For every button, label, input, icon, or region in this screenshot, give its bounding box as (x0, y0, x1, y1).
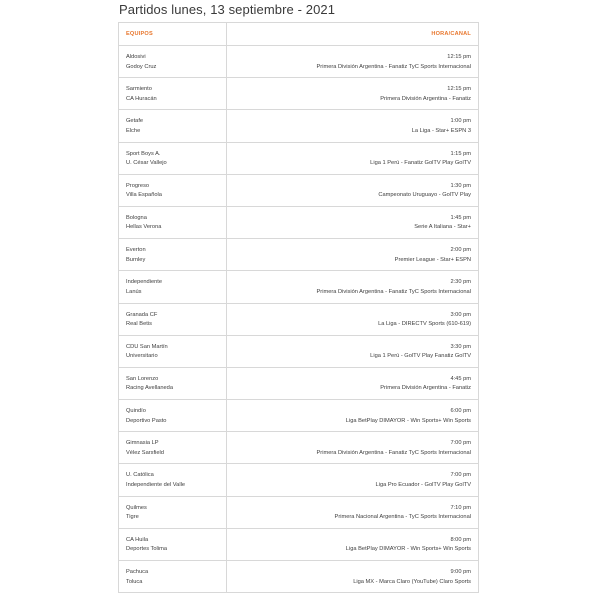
teams-cell (119, 432, 227, 463)
away-team: Tigre (126, 514, 139, 521)
time-channel-cell (227, 207, 478, 238)
table-header (119, 23, 478, 46)
away-team: Toluca (126, 578, 143, 585)
home-team: Gimnasia LP (126, 440, 159, 447)
away-team: Villa Española (126, 192, 162, 199)
away-team: U. César Vallejo (126, 160, 167, 167)
match-channel: Liga 1 Perú - Fanatiz GolTV Play GolTV (370, 160, 471, 167)
match-time: 12:15 pm (447, 86, 471, 93)
away-team: Hellas Verona (126, 224, 162, 231)
home-team: Everton (126, 247, 146, 254)
match-channel: Liga BetPlay DIMAYOR - Win Sports+ Win Sports (345, 417, 471, 424)
time-channel-cell (227, 561, 478, 592)
table-row (119, 46, 478, 78)
table-row (119, 78, 478, 110)
match-time: 4:45 pm (450, 375, 471, 382)
table-row (119, 368, 478, 400)
match-time: 9:00 pm (450, 569, 471, 575)
table-row (119, 207, 478, 239)
table-row (119, 304, 478, 336)
time-channel-cell (227, 46, 478, 77)
match-time: 1:00 pm (450, 118, 471, 125)
table-row (119, 143, 478, 175)
away-team: CA Huracán (126, 95, 157, 102)
teams-cell (119, 175, 227, 206)
match-channel: La Liga - Star+ ESPN 3 (411, 127, 471, 134)
match-channel: Primera División Argentina - Fanatiz (380, 95, 471, 102)
away-team: Racing Avellaneda (126, 385, 174, 392)
match-time: 3:00 pm (450, 311, 471, 318)
teams-cell (119, 497, 227, 528)
home-team: Sarmiento (126, 86, 152, 93)
header-teams: EQUIPOS (119, 23, 227, 45)
match-channel: Liga BetPlay DIMAYOR - Win Sports+ Win Sports (345, 546, 471, 553)
table-row (119, 271, 478, 303)
table-row (119, 529, 478, 561)
away-team: Independiente del Valle (126, 481, 186, 488)
home-team: U. Católica (126, 472, 154, 479)
time-channel-cell (227, 271, 478, 302)
time-channel-cell (227, 432, 478, 463)
header-time-channel: HORA/CANAL (431, 31, 471, 37)
away-team: Burnley (126, 256, 146, 263)
teams-cell (119, 207, 227, 238)
time-channel-cell (227, 529, 478, 560)
time-channel-cell (227, 400, 478, 431)
home-team: Progreso (126, 182, 150, 189)
match-channel: Primera Nacional Argentina - TyC Sports Internacional (334, 514, 471, 521)
teams-cell (119, 561, 227, 592)
match-channel: Liga 1 Perú - GolTV Play Fanatiz GolTV (370, 353, 471, 360)
home-team: Pachuca (126, 569, 149, 575)
away-team: Universitario (126, 353, 158, 360)
home-team: Quindío (126, 408, 146, 415)
table-row (119, 432, 478, 464)
teams-cell (119, 110, 227, 141)
table-row (119, 464, 478, 496)
table-row (119, 336, 478, 368)
teams-cell (119, 239, 227, 270)
time-channel-cell (227, 78, 478, 109)
teams-cell (119, 336, 227, 367)
table-row (119, 175, 478, 207)
home-team: Independiente (126, 279, 163, 286)
teams-cell (119, 304, 227, 335)
time-channel-cell (227, 110, 478, 141)
home-team: Granada CF (126, 311, 158, 318)
match-time: 7:10 pm (450, 504, 471, 511)
table-body (119, 46, 478, 593)
match-time: 7:00 pm (450, 440, 471, 447)
match-channel: Premier League - Star+ ESPN (394, 256, 471, 263)
match-channel: Campeonato Uruguayo - GolTV Play (378, 192, 471, 199)
away-team: Lanús (126, 288, 142, 295)
teams-cell (119, 400, 227, 431)
time-channel-cell (227, 304, 478, 335)
match-time: 12:15 pm (447, 54, 471, 60)
away-team: Godoy Cruz (126, 63, 157, 70)
match-time: 6:00 pm (450, 408, 471, 415)
match-time: 2:00 pm (450, 247, 471, 254)
time-channel-cell (227, 239, 478, 270)
table-row (119, 561, 478, 593)
table-row (119, 110, 478, 142)
match-time: 1:45 pm (450, 214, 471, 221)
teams-cell (119, 529, 227, 560)
match-time: 8:00 pm (450, 536, 471, 543)
teams-cell (119, 368, 227, 399)
match-channel: Serie A Italiana - Star+ (414, 224, 471, 231)
home-team: CDU San Martín (126, 343, 168, 350)
home-team: Quilmes (126, 504, 147, 511)
home-team: Aldosivi (126, 54, 146, 60)
table-row (119, 497, 478, 529)
page-title: Partidos lunes, 13 septiembre - 2021 (119, 2, 336, 17)
match-time: 2:30 pm (450, 279, 471, 286)
match-channel: La Liga - DIRECTV Sports (610-619) (378, 321, 471, 327)
match-time: 7:00 pm (450, 472, 471, 479)
time-channel-cell (227, 497, 478, 528)
match-channel: Liga Pro Ecuador - GolTV Play GolTV (375, 481, 471, 488)
home-team: San Lorenzo (126, 375, 159, 382)
teams-cell (119, 271, 227, 302)
match-time: 1:30 pm (450, 182, 471, 189)
match-channel: Primera División Argentina - Fanatiz TyC Sports Internacional (316, 63, 471, 70)
match-channel: Primera División Argentina - Fanatiz TyC Sports Internacional (316, 288, 471, 295)
home-team: CA Huila (126, 536, 149, 543)
time-channel-cell (227, 143, 478, 174)
table-row (119, 239, 478, 271)
time-channel-cell (227, 336, 478, 367)
teams-cell (119, 464, 227, 495)
time-channel-cell (227, 368, 478, 399)
match-table (118, 22, 479, 593)
away-team: Elche (126, 127, 141, 134)
time-channel-cell (227, 464, 478, 495)
home-team: Bologna (126, 214, 147, 221)
home-team: Getafe (126, 118, 144, 125)
teams-cell (119, 78, 227, 109)
time-channel-cell (227, 175, 478, 206)
match-channel: Primera División Argentina - Fanatiz (380, 385, 471, 392)
away-team: Real Betis (126, 321, 152, 327)
home-team: Sport Boys A. (126, 150, 161, 157)
away-team: Deportivo Pasto (126, 417, 167, 424)
match-channel: Liga MX - Marca Claro (YouTube) Claro Sports (353, 578, 471, 585)
away-team: Deportes Tolima (126, 546, 167, 553)
teams-cell (119, 143, 227, 174)
match-time: 1:15 pm (450, 150, 471, 157)
match-time: 3:30 pm (450, 343, 471, 350)
table-row (119, 400, 478, 432)
match-channel: Primera División Argentina - Fanatiz TyC Sports Internacional (316, 449, 471, 456)
away-team: Vélez Sarsfield (126, 449, 164, 456)
teams-cell (119, 46, 227, 77)
